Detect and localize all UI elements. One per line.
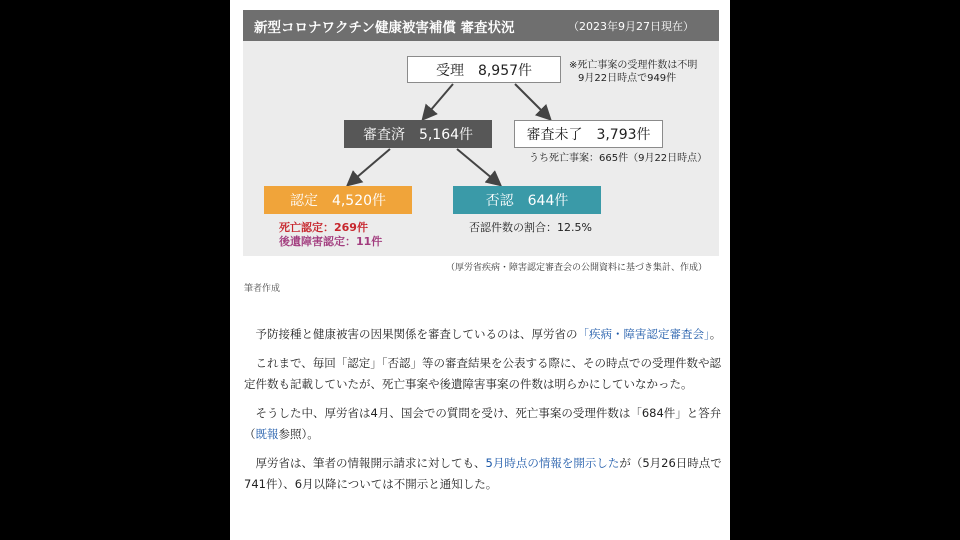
- paragraph-4-text: 厚労省は、筆者の情報開示請求に対しても、: [255, 456, 486, 470]
- article-body: [244, 324, 722, 503]
- pending-note: うち死亡事案：665件（9月22日時点）: [529, 153, 708, 164]
- paragraph-2: [244, 353, 722, 395]
- reviewed-label: 審査済: [362, 127, 405, 143]
- paragraph-1: [244, 324, 722, 345]
- paragraph-2-text: これまで、毎回「認定」「否認」等の審査結果を公表する際に、その時点での受理件数や認定件数も記載していたが、死亡事案や後遺障害事案の件数は明らかにしていなかった。: [244, 356, 722, 391]
- pending-box: [514, 120, 663, 148]
- review-council-link[interactable]: 「疾病・障害認定審査会」: [577, 327, 710, 341]
- approved-box: [264, 186, 412, 214]
- received-note-line2: 9月22日時点で949件: [578, 73, 677, 84]
- received-note: [569, 59, 697, 85]
- approved-label: 認定: [289, 193, 318, 209]
- figure-caption: 筆者作成: [244, 284, 281, 294]
- paragraph-4: [244, 453, 722, 495]
- denial-rate-note: 否認件数の割合：12.5%: [469, 221, 592, 234]
- may-disclosure-link[interactable]: 5月時点の情報を開示した: [485, 456, 620, 470]
- denied-box: [453, 186, 601, 214]
- paragraph-4-after: が（5月26日時点で741件）、6月以降については不開示と通知した。: [244, 456, 722, 491]
- figure-source: （厚労省疾病・障害認定審査会の公開資料に基づき集計、作成）: [446, 263, 708, 273]
- paragraph-3: [244, 403, 722, 445]
- disability-approval-note: 後遺障害認定：11件: [279, 235, 383, 248]
- denied-label: 否認: [485, 193, 514, 209]
- received-note-line1: ※死亡事案の受理件数は不明: [569, 60, 698, 71]
- arrow-received-to-pending: [515, 84, 549, 118]
- arrow-received-to-reviewed: [424, 84, 453, 118]
- figure-date: （2023年9月27日現在）: [568, 20, 694, 33]
- reviewed-box: [344, 120, 492, 148]
- arrow-reviewed-to-denied: [457, 149, 499, 184]
- received-label: 受理: [435, 62, 464, 79]
- received-box: [407, 56, 561, 83]
- denied-value: 644件: [527, 193, 569, 209]
- reviewed-value: 5,164件: [418, 127, 474, 143]
- paragraph-3-after: 参照）。: [278, 427, 319, 441]
- pending-value: 3,793件: [596, 127, 651, 143]
- death-approval-note: 死亡認定：269件: [279, 221, 368, 234]
- figure-title: 新型コロナワクチン健康被害補償 審査状況: [254, 20, 515, 36]
- paragraph-1-after: 。: [709, 327, 722, 341]
- approved-value: 4,520件: [331, 193, 387, 209]
- received-value: 8,957件: [477, 62, 533, 79]
- paragraph-1-text: 予防接種と健康被害の因果関係を審査しているのは、厚労省の: [255, 327, 578, 341]
- pending-label: 審査未了: [526, 127, 583, 143]
- previous-report-link[interactable]: 既報: [255, 427, 279, 441]
- paragraph-3-text: そうした中、厚労省は4月、国会での質問を受け、死亡事案の受理件数は「684件」と答弁（: [244, 406, 722, 441]
- arrow-reviewed-to-approved: [349, 149, 390, 184]
- review-status-figure: [243, 10, 719, 256]
